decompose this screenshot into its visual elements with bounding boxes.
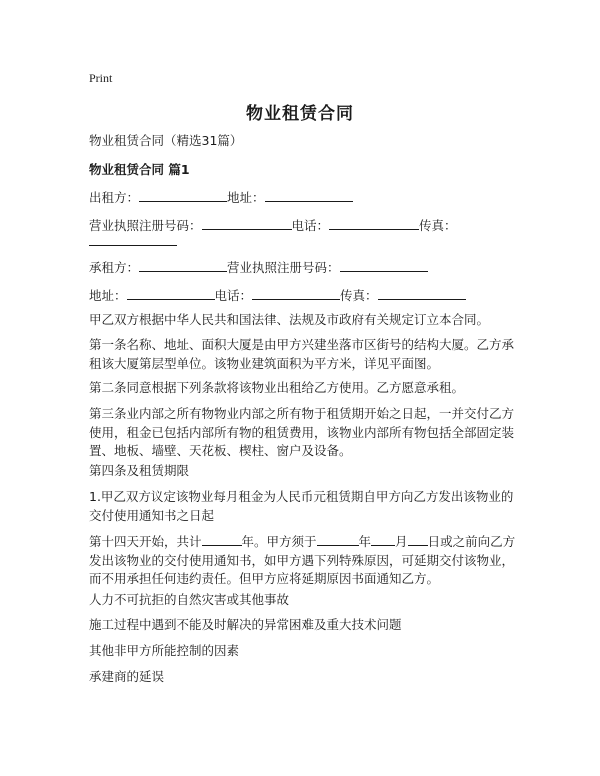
document-subtitle: 物业租赁合同（精选31篇） (89, 133, 243, 148)
fax-label: 传真： (419, 218, 457, 233)
address2-blank (127, 286, 215, 300)
construction-item: 施工过程中遇到不能及时解决的异常困难及重大技术问题 (89, 617, 402, 632)
fax-blank (89, 232, 177, 246)
article-3: 第三条业内部之所有物物业内部之所有物于租赁期开始之日起，一并交付乙方使用，租金已包括内部所有物的租赁费用，该物业内部所有物包括全部固定装置、地板、墙壁、天花板、楔柱、窗户及设备。 (89, 406, 515, 458)
lessor-blank (139, 188, 227, 202)
term-paragraph (89, 532, 519, 589)
intro-paragraph: 甲乙双方根据中华人民共和国法律、法规及市政府有关规定订立本合同。 (89, 312, 490, 327)
lessee-label: 承租方： (89, 260, 140, 275)
phone2-label: 电话： (214, 288, 253, 303)
term-years-blank (202, 532, 242, 546)
lessor-row (89, 188, 353, 206)
contractor-delay-item: 承建商的延误 (89, 669, 165, 684)
article-4: 第四条及租赁期限 (89, 463, 190, 478)
force-majeure-item: 人力不可抗拒的自然灾害或其他事故 (89, 592, 290, 607)
term-text-c: 年 (358, 534, 372, 549)
item-1: 1.甲乙双方议定该物业每月租金为人民币元租赁期自甲方向乙方发出该物业的交付使用通知书之日起 (89, 489, 514, 523)
phone-label: 电话： (291, 218, 330, 233)
license2-blank (340, 258, 428, 272)
article-2: 第二条同意根据下列条款将该物业出租给乙方使用。乙方愿意承租。 (89, 380, 465, 395)
term-text-d: 月 (395, 534, 408, 549)
address2-row (89, 286, 466, 304)
term-text-b: 年。甲方须于 (241, 534, 317, 549)
address-label: 地址： (227, 190, 265, 205)
phone2-blank (252, 286, 340, 300)
address-blank (265, 188, 353, 202)
lessee-row (89, 258, 428, 276)
lessee-blank (139, 258, 227, 272)
license-blank (202, 216, 292, 230)
lessor-label: 出租方： (89, 190, 140, 205)
term-text-a: 第十四天开始，共计 (89, 534, 202, 549)
section-heading: 物业租赁合同 篇1 (89, 162, 190, 177)
license-label: 营业执照注册号码： (89, 218, 202, 233)
month-blank (371, 532, 395, 546)
article-1: 第一条名称、地址、面积大厦是由甲方兴建坐落市区街号的结构大厦。乙方承租该大厦第层型单位。该物业建筑面积为平方米，详见平面图。 (89, 337, 515, 371)
fax-blank-row (89, 232, 177, 250)
fax2-label: 传真： (340, 288, 378, 303)
license2-label: 营业执照注册号码： (227, 260, 340, 275)
year-blank (317, 532, 359, 546)
day-blank (408, 532, 428, 546)
address2-label: 地址： (89, 288, 127, 303)
fax2-blank (378, 286, 466, 300)
document-title: 物业租赁合同 (246, 104, 354, 124)
phone-blank (329, 216, 419, 230)
other-factors-item: 其他非甲方所能控制的因素 (89, 643, 240, 658)
print-label[interactable]: Print (89, 71, 113, 85)
term-text-e: 日或之前向乙方发出该物业的交付使用通知书，如甲方遇下列特殊原因，可延期交付该物业，而不用承担任何违约责任。但甲方应将延期原因书面通知乙方。 (89, 534, 516, 586)
